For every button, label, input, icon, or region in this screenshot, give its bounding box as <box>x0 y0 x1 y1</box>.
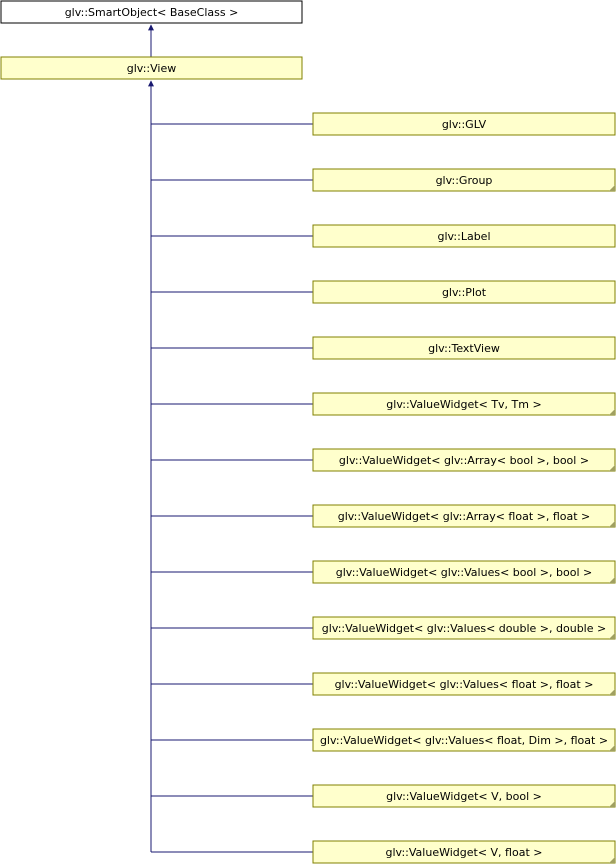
node-child-2[interactable] <box>313 225 615 247</box>
node-child-label: glv::ValueWidget< glv::Values< float, Dim >, float > <box>319 734 609 747</box>
node-child-label: glv::ValueWidget< glv::Values< bool >, bool > <box>335 566 593 579</box>
node-child-6[interactable] <box>313 449 615 471</box>
node-child-label: glv::Plot <box>441 286 487 299</box>
node-child-label: glv::ValueWidget< glv::Values< float >, float > <box>334 678 594 691</box>
node-child-label: glv::ValueWidget< glv::Array< float >, float > <box>337 510 591 523</box>
node-child-label: glv::ValueWidget< V, bool > <box>386 790 542 803</box>
node-view[interactable] <box>1 57 302 79</box>
node-child-0[interactable] <box>313 113 615 135</box>
node-child-label: glv::ValueWidget< V, float > <box>385 846 543 859</box>
node-child-label: glv::GLV <box>441 118 487 131</box>
node-child-10[interactable] <box>313 673 615 695</box>
node-child-12[interactable] <box>313 785 615 807</box>
node-child-3[interactable] <box>313 281 615 303</box>
node-child-1[interactable] <box>313 169 615 191</box>
node-child-9[interactable] <box>313 617 615 639</box>
child-nodes <box>151 113 615 863</box>
node-child-5[interactable] <box>313 393 615 415</box>
node-child-4[interactable] <box>313 337 615 359</box>
node-child-label: glv::ValueWidget< glv::Values< double >, double > <box>321 622 607 635</box>
node-child-8[interactable] <box>313 561 615 583</box>
node-view-label: glv::View <box>126 62 177 75</box>
node-child-13[interactable] <box>313 841 615 863</box>
node-child-label: glv::ValueWidget< Tv, Tm > <box>386 398 542 411</box>
node-child-11[interactable] <box>313 729 615 751</box>
node-child-label: glv::TextView <box>428 342 500 355</box>
node-child-label: glv::Group <box>435 174 493 187</box>
node-child-label: glv::ValueWidget< glv::Array< bool >, bool > <box>338 454 590 467</box>
node-smartobject-label: glv::SmartObject< BaseClass > <box>64 6 239 19</box>
node-child-7[interactable] <box>313 505 615 527</box>
node-child-label: glv::Label <box>437 230 491 243</box>
node-smartobject[interactable] <box>1 1 302 23</box>
